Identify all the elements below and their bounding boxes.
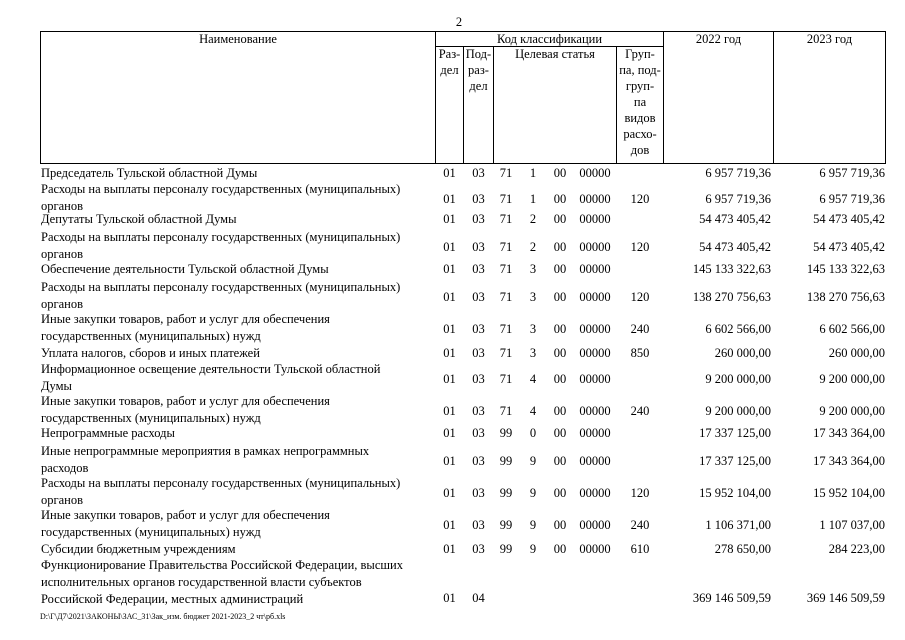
cell-cs1: 71 bbox=[499, 240, 513, 254]
row-name: Расходы на выплаты персоналу государственных (муниципальных) bbox=[41, 182, 401, 196]
cell-y2023: 15 952 104,00 bbox=[813, 486, 885, 500]
cell-cs1: 71 bbox=[499, 290, 513, 304]
cell-cs2: 2 bbox=[529, 212, 537, 226]
table-left-border bbox=[40, 31, 41, 163]
cell-razdel: 01 bbox=[443, 212, 456, 226]
cell-cs2: 1 bbox=[529, 166, 537, 180]
cell-cs4: 00000 bbox=[579, 212, 611, 226]
cell-y2023: 260 000,00 bbox=[828, 346, 885, 360]
cell-cs2: 9 bbox=[529, 518, 537, 532]
cell-cs3: 00 bbox=[553, 518, 567, 532]
cell-cs3: 00 bbox=[553, 262, 567, 276]
row-name: Иные непрограммные мероприятия в рамках непрограммных bbox=[41, 444, 370, 458]
cell-vid: 120 bbox=[630, 486, 650, 500]
cell-cs3: 00 bbox=[553, 372, 567, 386]
cell-vid: 120 bbox=[630, 192, 650, 206]
cell-cs2: 9 bbox=[529, 542, 537, 556]
cell-cs2: 4 bbox=[529, 372, 537, 386]
cell-podrazdel: 03 bbox=[472, 346, 485, 360]
cell-y2022: 138 270 756,63 bbox=[692, 290, 771, 304]
cell-razdel: 01 bbox=[443, 240, 456, 254]
cell-cs3: 00 bbox=[553, 346, 567, 360]
cell-cs4: 00000 bbox=[579, 322, 611, 336]
cell-razdel: 01 bbox=[443, 486, 456, 500]
cell-cs4: 00000 bbox=[579, 372, 611, 386]
cell-y2022: 9 200 000,00 bbox=[705, 372, 771, 386]
cell-y2022: 9 200 000,00 bbox=[705, 404, 771, 418]
cell-podrazdel: 03 bbox=[472, 192, 485, 206]
cell-cs1: 71 bbox=[499, 192, 513, 206]
cell-razdel: 01 bbox=[443, 518, 456, 532]
cell-podrazdel: 03 bbox=[472, 240, 485, 254]
cell-cs2: 1 bbox=[529, 192, 537, 206]
row-name: органов bbox=[41, 297, 84, 311]
row-name: Уплата налогов, сборов и иных платежей bbox=[41, 346, 260, 360]
cell-cs4: 00000 bbox=[579, 518, 611, 532]
cell-cs4: 00000 bbox=[579, 192, 611, 206]
cell-razdel: 01 bbox=[443, 290, 456, 304]
cell-y2022: 17 337 125,00 bbox=[699, 426, 771, 440]
cell-vid: 120 bbox=[630, 240, 650, 254]
cell-vid: 120 bbox=[630, 290, 650, 304]
cell-y2022: 145 133 322,63 bbox=[692, 262, 771, 276]
cell-podrazdel: 03 bbox=[472, 166, 485, 180]
cell-y2022: 278 650,00 bbox=[714, 542, 771, 556]
cell-cs3: 00 bbox=[553, 486, 567, 500]
row-name: государственных (муниципальных) нужд bbox=[41, 411, 261, 425]
cell-vid: 610 bbox=[630, 542, 650, 556]
row-name: органов bbox=[41, 247, 84, 261]
cell-cs4: 00000 bbox=[579, 454, 611, 468]
cell-cs1: 99 bbox=[499, 426, 513, 440]
cell-cs3: 00 bbox=[553, 454, 567, 468]
cell-y2023: 145 133 322,63 bbox=[806, 262, 885, 276]
col-divider-vid bbox=[663, 31, 664, 163]
cell-razdel: 01 bbox=[443, 454, 456, 468]
cell-y2023: 9 200 000,00 bbox=[819, 372, 885, 386]
cell-razdel: 01 bbox=[443, 192, 456, 206]
cell-podrazdel: 03 bbox=[472, 212, 485, 226]
row-name: Иные закупки товаров, работ и услуг для обеспечения bbox=[41, 312, 330, 326]
cell-cs4: 00000 bbox=[579, 290, 611, 304]
cell-cs4: 00000 bbox=[579, 542, 611, 556]
cell-vid: 240 bbox=[630, 322, 650, 336]
cell-podrazdel: 03 bbox=[472, 372, 485, 386]
cell-cs1: 99 bbox=[499, 542, 513, 556]
cell-y2022: 369 146 509,59 bbox=[692, 591, 771, 605]
cell-cs2: 3 bbox=[529, 290, 537, 304]
cell-cs2: 3 bbox=[529, 262, 537, 276]
cell-vid: 850 bbox=[630, 346, 650, 360]
cell-podrazdel: 03 bbox=[472, 426, 485, 440]
cell-y2022: 17 337 125,00 bbox=[699, 454, 771, 468]
cell-podrazdel: 03 bbox=[472, 518, 485, 532]
cell-razdel: 01 bbox=[443, 322, 456, 336]
cell-cs2: 3 bbox=[529, 346, 537, 360]
row-name: Председатель Тульской областной Думы bbox=[41, 166, 258, 180]
cell-podrazdel: 03 bbox=[472, 322, 485, 336]
cell-cs3: 00 bbox=[553, 212, 567, 226]
cell-y2023: 138 270 756,63 bbox=[806, 290, 885, 304]
cell-cs4: 00000 bbox=[579, 166, 611, 180]
cell-podrazdel: 03 bbox=[472, 542, 485, 556]
cell-cs3: 00 bbox=[553, 240, 567, 254]
cell-cs1: 71 bbox=[499, 404, 513, 418]
row-name: Расходы на выплаты персоналу государственных (муниципальных) bbox=[41, 476, 401, 490]
row-name: Иные закупки товаров, работ и услуг для обеспечения bbox=[41, 394, 330, 408]
cell-cs1: 99 bbox=[499, 454, 513, 468]
cell-y2023: 54 473 405,42 bbox=[813, 212, 885, 226]
cell-y2023: 369 146 509,59 bbox=[806, 591, 885, 605]
cell-cs4: 00000 bbox=[579, 486, 611, 500]
cell-y2023: 6 957 719,36 bbox=[819, 192, 885, 206]
col-divider-2022 bbox=[773, 31, 774, 163]
cell-cs4: 00000 bbox=[579, 426, 611, 440]
row-name: государственных (муниципальных) нужд bbox=[41, 525, 261, 539]
cell-cs1: 71 bbox=[499, 322, 513, 336]
cell-cs2: 2 bbox=[529, 240, 537, 254]
table-right-border bbox=[885, 31, 886, 163]
cell-razdel: 01 bbox=[443, 591, 456, 605]
row-name: Расходы на выплаты персоналу государственных (муниципальных) bbox=[41, 280, 401, 294]
cell-podrazdel: 03 bbox=[472, 454, 485, 468]
row-name: органов bbox=[41, 493, 84, 507]
cell-y2022: 6 957 719,36 bbox=[705, 192, 771, 206]
cell-razdel: 01 bbox=[443, 262, 456, 276]
header-code-group: Код классификации bbox=[496, 32, 603, 46]
cell-cs1: 99 bbox=[499, 486, 513, 500]
cell-y2023: 9 200 000,00 bbox=[819, 404, 885, 418]
row-name: Функционирование Правительства Российской Федерации, высших bbox=[41, 558, 403, 572]
row-name: Думы bbox=[41, 379, 72, 393]
cell-podrazdel: 03 bbox=[472, 404, 485, 418]
cell-podrazdel: 03 bbox=[472, 262, 485, 276]
row-name: Депутаты Тульской областной Думы bbox=[41, 212, 237, 226]
cell-cs3: 00 bbox=[553, 404, 567, 418]
cell-cs1: 71 bbox=[499, 166, 513, 180]
cell-y2023: 6 957 719,36 bbox=[819, 166, 885, 180]
cell-razdel: 01 bbox=[443, 542, 456, 556]
cell-cs3: 00 bbox=[553, 426, 567, 440]
cell-y2022: 1 106 371,00 bbox=[705, 518, 771, 532]
row-name: государственных (муниципальных) нужд bbox=[41, 329, 261, 343]
cell-razdel: 01 bbox=[443, 166, 456, 180]
cell-cs2: 9 bbox=[529, 454, 537, 468]
cell-cs1: 71 bbox=[499, 262, 513, 276]
cell-cs3: 00 bbox=[553, 290, 567, 304]
row-name: Расходы на выплаты персоналу государственных (муниципальных) bbox=[41, 230, 401, 244]
cell-y2023: 17 343 364,00 bbox=[813, 426, 885, 440]
cell-y2022: 260 000,00 bbox=[714, 346, 771, 360]
cell-cs1: 71 bbox=[499, 372, 513, 386]
row-name: Российской Федерации, местных администраций bbox=[41, 592, 304, 606]
cell-cs3: 00 bbox=[553, 192, 567, 206]
cell-y2023: 6 602 566,00 bbox=[819, 322, 885, 336]
cell-cs2: 3 bbox=[529, 322, 537, 336]
row-name: Иные закупки товаров, работ и услуг для обеспечения bbox=[41, 508, 330, 522]
cell-vid: 240 bbox=[630, 404, 650, 418]
cell-podrazdel: 03 bbox=[472, 486, 485, 500]
cell-y2023: 284 223,00 bbox=[828, 542, 885, 556]
cell-cs2: 9 bbox=[529, 486, 537, 500]
row-name: органов bbox=[41, 199, 84, 213]
row-name: Субсидии бюджетным учреждениям bbox=[41, 542, 236, 556]
row-name: расходов bbox=[41, 461, 89, 475]
cell-y2022: 6 957 719,36 bbox=[705, 166, 771, 180]
page-number: 2 bbox=[455, 15, 463, 29]
cell-cs3: 00 bbox=[553, 542, 567, 556]
cell-cs4: 00000 bbox=[579, 262, 611, 276]
cell-y2022: 15 952 104,00 bbox=[699, 486, 771, 500]
cell-y2022: 6 602 566,00 bbox=[705, 322, 771, 336]
header-year-2023: 2023 год bbox=[806, 32, 853, 46]
cell-y2022: 54 473 405,42 bbox=[699, 240, 771, 254]
cell-cs1: 99 bbox=[499, 518, 513, 532]
cell-cs4: 00000 bbox=[579, 346, 611, 360]
col-divider-podrazdel bbox=[493, 46, 494, 163]
cell-cs2: 4 bbox=[529, 404, 537, 418]
cell-y2023: 54 473 405,42 bbox=[813, 240, 885, 254]
header-year-2022: 2022 год bbox=[695, 32, 742, 46]
cell-podrazdel: 04 bbox=[472, 591, 485, 605]
row-name: Непрограммные расходы bbox=[41, 426, 175, 440]
cell-razdel: 01 bbox=[443, 346, 456, 360]
cell-y2023: 1 107 037,00 bbox=[819, 518, 885, 532]
cell-y2023: 17 343 364,00 bbox=[813, 454, 885, 468]
row-name: Информационное освещение деятельности Тульской областной bbox=[41, 362, 381, 376]
cell-cs3: 00 bbox=[553, 322, 567, 336]
cell-razdel: 01 bbox=[443, 372, 456, 386]
cell-cs4: 00000 bbox=[579, 240, 611, 254]
header-target-article: Целевая статья bbox=[515, 47, 595, 61]
header-bottom-border bbox=[40, 163, 886, 164]
header-name: Наименование bbox=[199, 32, 277, 46]
cell-vid: 240 bbox=[630, 518, 650, 532]
cell-cs1: 71 bbox=[499, 346, 513, 360]
cell-razdel: 01 bbox=[443, 426, 456, 440]
file-path-footer: D:\Г\Д7\2021\ЗАКОНЫ\ЗАС_31\Зак_изм. бюджет 2021-2023_2 чт\рб.xls bbox=[40, 612, 286, 621]
cell-razdel: 01 bbox=[443, 404, 456, 418]
cell-podrazdel: 03 bbox=[472, 290, 485, 304]
cell-cs4: 00000 bbox=[579, 404, 611, 418]
row-name: Обеспечение деятельности Тульской областной Думы bbox=[41, 262, 329, 276]
cell-y2022: 54 473 405,42 bbox=[699, 212, 771, 226]
row-name: исполнительных органов государственной власти субъектов bbox=[41, 575, 362, 589]
cell-cs2: 0 bbox=[529, 426, 537, 440]
cell-cs3: 00 bbox=[553, 166, 567, 180]
cell-cs1: 71 bbox=[499, 212, 513, 226]
